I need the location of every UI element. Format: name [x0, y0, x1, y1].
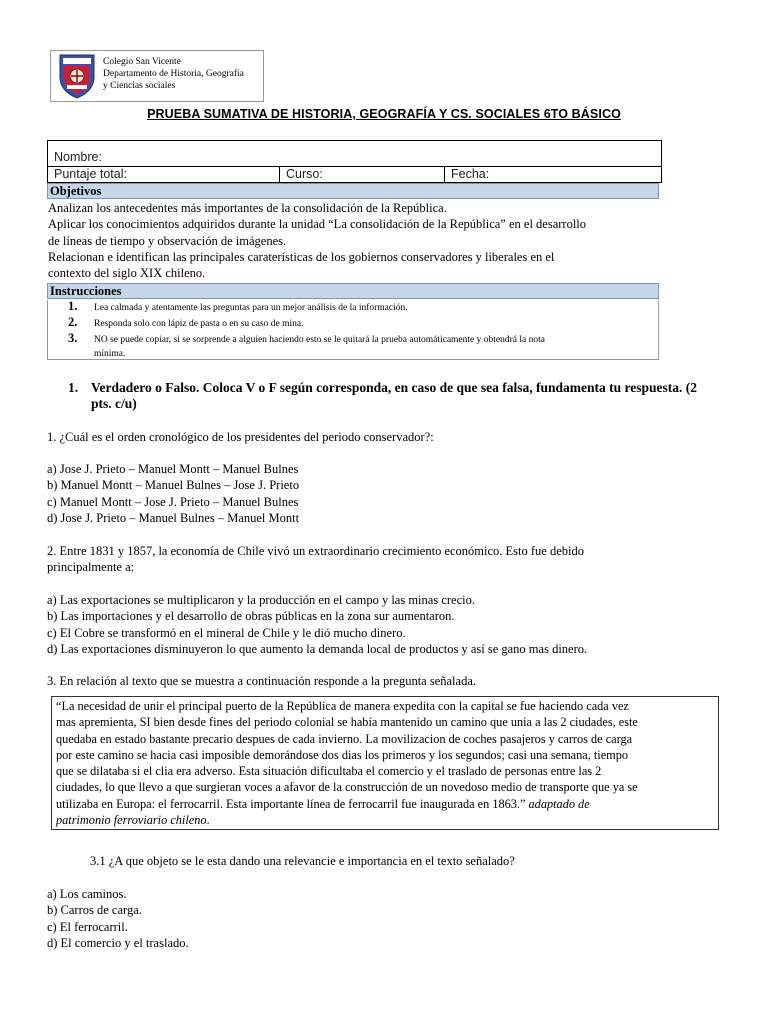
- objetivo-line: de líneas de tiempo y observación de imágenes.: [48, 233, 287, 248]
- exam-title: PRUEBA SUMATIVA DE HISTORIA, GEOGRAFÍA Y CS. SOCIALES 6TO BÁSICO: [147, 107, 621, 121]
- objetivo-line: contexto del siglo XIX chileno.: [48, 266, 206, 281]
- sub-question-3-1: 3.1 ¿A que objeto se le esta dando una relevancie e importancia en el texto señalado?: [90, 854, 515, 868]
- option-b[interactable]: b) Las importaciones y el desarrollo de obras públicas en la zona sur aumentaron.: [47, 609, 455, 624]
- school-name: Colegio San Vicente: [103, 57, 181, 67]
- section-heading-line: pts. c/u): [91, 396, 137, 411]
- nombre-label: Nombre:: [54, 150, 102, 164]
- section-number: 1.: [68, 380, 79, 395]
- instrucciones-list: [47, 300, 659, 360]
- fecha-field[interactable]: [444, 166, 662, 183]
- objetivo-line: Analizan los antecedentes más importantes de la consolidación de la República.: [48, 201, 447, 215]
- quote-source-line: [56, 812, 716, 828]
- objetivos-heading: Objetivos: [47, 183, 659, 199]
- objetivo-line: Aplicar los conocimientos adquiridos durante la unidad “La consolidación de la República” en el desarrollo: [48, 217, 587, 232]
- instruccion-text-cont: mínima.: [94, 349, 126, 359]
- department-name-cont: y Ciencias sociales: [103, 81, 176, 91]
- quote-line: “La necesidad de unir el principal puerto de la República de manera expedita con la capital se fue haciendo cada vez: [56, 699, 629, 713]
- instruccion-num: 1.: [68, 299, 78, 313]
- curso-label: Curso:: [286, 167, 323, 181]
- puntaje-field[interactable]: [47, 166, 280, 183]
- question-2-options: [47, 592, 587, 657]
- option-c[interactable]: c) El ferrocarril.: [47, 919, 128, 934]
- puntaje-label: Puntaje total:: [54, 167, 127, 181]
- option-a[interactable]: a) Las exportaciones se multiplicaron y la producción en el campo y las minas crecio.: [47, 593, 475, 607]
- quote-line-last: [56, 796, 716, 812]
- objetivos-text: [48, 200, 660, 281]
- option-d[interactable]: d) Jose J. Prieto – Manuel Bulnes – Manuel Montt: [47, 510, 300, 525]
- quote-line: que se dilataba si el clia era adverso. Esta situación dificultaba el comercio y el traslado de personas entre las 2: [56, 764, 602, 779]
- nombre-field[interactable]: [47, 140, 662, 167]
- instrucciones-heading: Instrucciones: [47, 283, 659, 299]
- quote-line: ciudades, lo que llevo a que surgieran voces a afavor de la construcción de un novedoso medio de transporte que ya se: [56, 780, 638, 795]
- quote-line: utilizaba en Europa: el ferrocarril. Esta importante línea de ferrocarril fue inaugurada en 1863.”: [56, 796, 526, 811]
- quote-line: por este camino se hacia casi imposible demorándose dos dias los primeros y los segundos; casi una semana, tiempo: [56, 747, 629, 762]
- instruccion-text: Responda solo con lápiz de pasta o en su caso de mina.: [94, 319, 304, 329]
- option-d[interactable]: d) Las exportaciones disminuyeron lo que aumento la demanda local de productos y así se gano mas dinero.: [47, 641, 588, 656]
- question-2: [47, 543, 584, 576]
- quote-line: quedaba en estado bastante precario despues de cada invierno. La movilizacion de coches pasajeros y carros de carga: [56, 731, 633, 746]
- question-2-line: principalmente a:: [47, 560, 135, 575]
- option-b[interactable]: b) Manuel Montt – Manuel Bulnes – Jose J. Prieto: [47, 478, 300, 493]
- option-b[interactable]: b) Carros de carga.: [47, 903, 142, 918]
- option-a[interactable]: a) Jose J. Prieto – Manuel Montt – Manuel Bulnes: [47, 462, 299, 476]
- instruccion-text: Lea calmada y atentamente las preguntas para un mejor análisis de la información.: [94, 303, 408, 313]
- instruccion-num: 2.: [68, 315, 78, 329]
- school-header-text: [103, 56, 244, 92]
- option-c[interactable]: c) El Cobre se transformó en el mineral de Chile y le dió mucho dinero.: [47, 625, 406, 640]
- quote-line: mas apremienta, SI bien desde fines del periodo colonial se había mantenido un camino que unia a las 2 ciudades, este: [56, 715, 638, 730]
- quote-source-cont: patrimonio ferroviario chileno: [56, 813, 207, 828]
- school-logo: [57, 53, 97, 100]
- objetivo-line: Relacionan e identifican las principales caraterísticas de los gobiernos conservadores y liberales en el: [48, 249, 555, 264]
- fecha-label: Fecha:: [451, 167, 490, 181]
- department-name: Departamento de Historia, Geografía: [103, 69, 244, 79]
- instruccion-num: 3.: [68, 331, 78, 345]
- option-a[interactable]: a) Los caminos.: [47, 887, 127, 901]
- curso-field[interactable]: [279, 166, 445, 183]
- quote-source-period: .: [206, 813, 210, 828]
- question-2-line: 2. Entre 1831 y 1857, la economía de Chile vivó un extraordinario crecimiento económico. Esto fue debido: [47, 544, 584, 558]
- option-d[interactable]: d) El comercio y el traslado.: [47, 935, 189, 950]
- question-3: 3. En relación al texto que se muestra a continuación responde a la pregunta señalada.: [47, 674, 476, 688]
- question-1: 1. ¿Cuál es el orden cronológico de los presidentes del periodo conservador?:: [47, 430, 434, 444]
- question-3-options: [47, 886, 189, 951]
- quote-source: adaptado de: [528, 796, 590, 811]
- quote-box: [51, 696, 719, 830]
- instruccion-text: NO se puede copiar, si se sorprende a alguien haciendo esto se le quitará la prueba automáticamente y obtendrá la nota: [94, 335, 545, 345]
- quote-text: [56, 698, 716, 828]
- question-1-options: [47, 461, 299, 526]
- section-heading-line: Verdadero o Falso. Coloca V o F según corresponda, en caso de que sea falsa, fundamenta tu respuesta. (2: [91, 380, 698, 395]
- option-c[interactable]: c) Manuel Montt – Jose J. Prieto – Manuel Bulnes: [47, 494, 299, 509]
